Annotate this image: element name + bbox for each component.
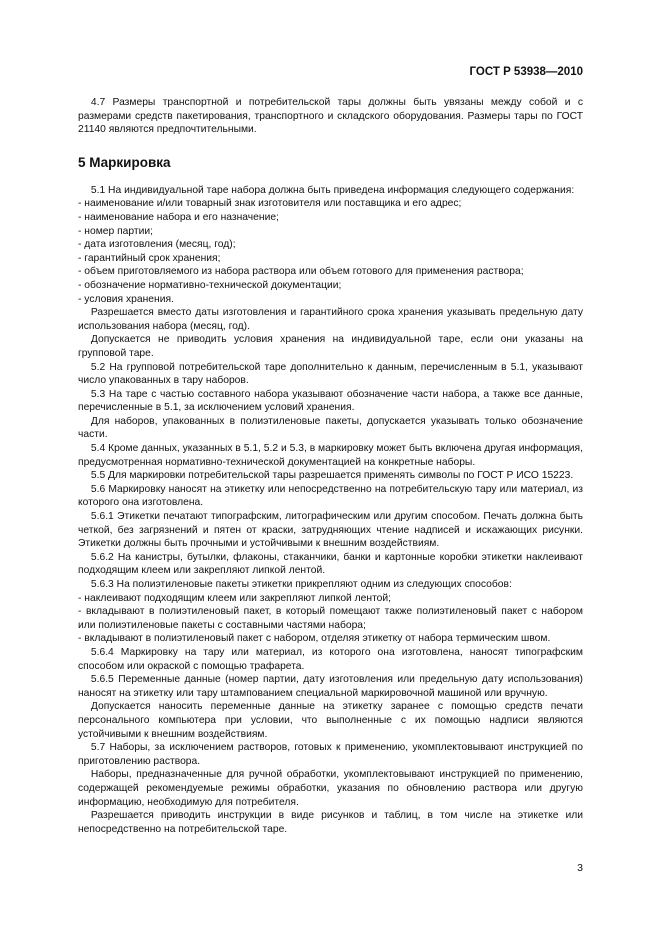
paragraph: 5.6.1 Этикетки печатают типографским, литографическим или другим способом. Печать должна быть четкой, без загрязнений и пятен от краски, затрудняющих чтение надписей и искажающих рисунки. Этикетки должны быть прочными и устойчивыми к внешним воздействиям. [78, 511, 583, 550]
paragraph: 5.1 На индивидуальной таре набора должна быть приведена информация следующего содержания: [90, 184, 575, 196]
paragraph: 5.6 Маркировку наносят на этикетку или непосредственно на потребительскую тару или материал, из которого она изготовлена. [78, 483, 583, 509]
page-number: 3 [577, 862, 583, 874]
list-item: - номер партии; [78, 225, 583, 239]
list-item: - вкладывают в полиэтиленовый пакет, в который помещают также полиэтиленовый пакет с набором или полиэтиленовые пакеты с составными частями набора; [78, 605, 583, 632]
paragraph: Для наборов, упакованных в полиэтиленовые пакеты, допускается указывать только обозначение части. [78, 415, 583, 441]
list-item: - наименование набора и его назначение; [78, 211, 583, 225]
list-item: - обозначение нормативно-технической документации; [78, 279, 583, 293]
list-item: - вкладывают в полиэтиленовый пакет с набором, отделяя этикетку от набора термическим швом. [78, 632, 583, 646]
document-body [78, 96, 583, 836]
paragraph: 5.7 Наборы, за исключением растворов, готовых к применению, укомплектовывают инструкцией по приготовлению раствора. [78, 742, 583, 767]
paragraph: 5.6.4 Маркировку на тару или материал, из которого она изготовлена, наносят типографским способом или окраской с помощью трафарета. [78, 646, 583, 672]
list-item: - наклеивают подходящим клеем или закрепляют липкой лентой; [78, 592, 583, 606]
paragraph: 4.7 Размеры транспортной и потребительской тары должны быть увязаны между собой и с размерами средств пакетирования, транспортного и складского оборудования. Размеры тары по ГОСТ 21140 являются предпочтительными. [78, 97, 583, 136]
list-item: - гарантийный срок хранения; [78, 252, 583, 266]
paragraph: Разрешается приводить инструкции в виде рисунков и таблиц, в том числе на этикетке или непосредственно на потребительской таре. [78, 810, 583, 835]
paragraph: 5.6.5 Переменные данные (номер партии, дату изготовления или предельную дату использования) наносят на этикетку или тару штампованием специальной маркировочной машиной или вручную. [78, 674, 583, 699]
paragraph: 5.5 Для маркировки потребительской тары разрешается применять символы по ГОСТ Р ИСО 15223. [90, 470, 574, 482]
list-item: - дата изготовления (месяц, год); [78, 238, 583, 252]
paragraph: Допускается наносить переменные данные на этикетку заранее с помощью средств печати персонального компьютера при условии, что выполненные с их помощью надписи являются устойчивыми к внешним воздействиям. [78, 701, 583, 740]
list-item: - объем приготовляемого из набора раствора или объем готового для применения раствора; [78, 265, 583, 279]
paragraph: Допускается не приводить условия хранения на индивидуальной таре, если они указаны на групповой таре. [78, 334, 583, 359]
paragraph: Наборы, предназначенные для ручной обработки, укомплектовывают инструкцией по применению, содержащей рекомендуемые режимы обработки, указания по обновлению раствора или другую информацию, необходимую для потребителя. [78, 769, 583, 808]
paragraph: 5.6.3 На полиэтиленовые пакеты этикетки прикрепляют одним из следующих способов: [90, 579, 512, 590]
paragraph: Разрешается вместо даты изготовления и гарантийного срока хранения указывать предельную дату использования набора (месяц, год). [78, 307, 583, 332]
section-heading: 5 Маркировка [78, 154, 171, 170]
paragraph: 5.3 На таре с частью составного набора указывают обозначение части набора, а также все данные, перечисленные в 5.1, за исключением условий хранения. [78, 388, 583, 414]
paragraph: 5.2 На групповой потребительской таре дополнительно к данным, перечисленным в 5.1, указывают число упакованных в тару наборов. [78, 361, 583, 387]
list-item: - наименование и/или товарный знак изготовителя или поставщика и его адрес; [78, 197, 583, 211]
list-item: - условия хранения. [78, 293, 583, 307]
document-header: ГОСТ Р 53938—2010 [469, 66, 583, 78]
paragraph: 5.6.2 На канистры, бутылки, флаконы, стаканчики, банки и картонные коробки этикетки наклеивают подходящим клеем или закрепляют липкой лентой. [78, 551, 583, 577]
paragraph: 5.4 Кроме данных, указанных в 5.1, 5.2 и 5.3, в маркировку может быть включена другая информация, предусмотренная нормативно-технической документацией на конкретные наборы. [78, 443, 583, 468]
